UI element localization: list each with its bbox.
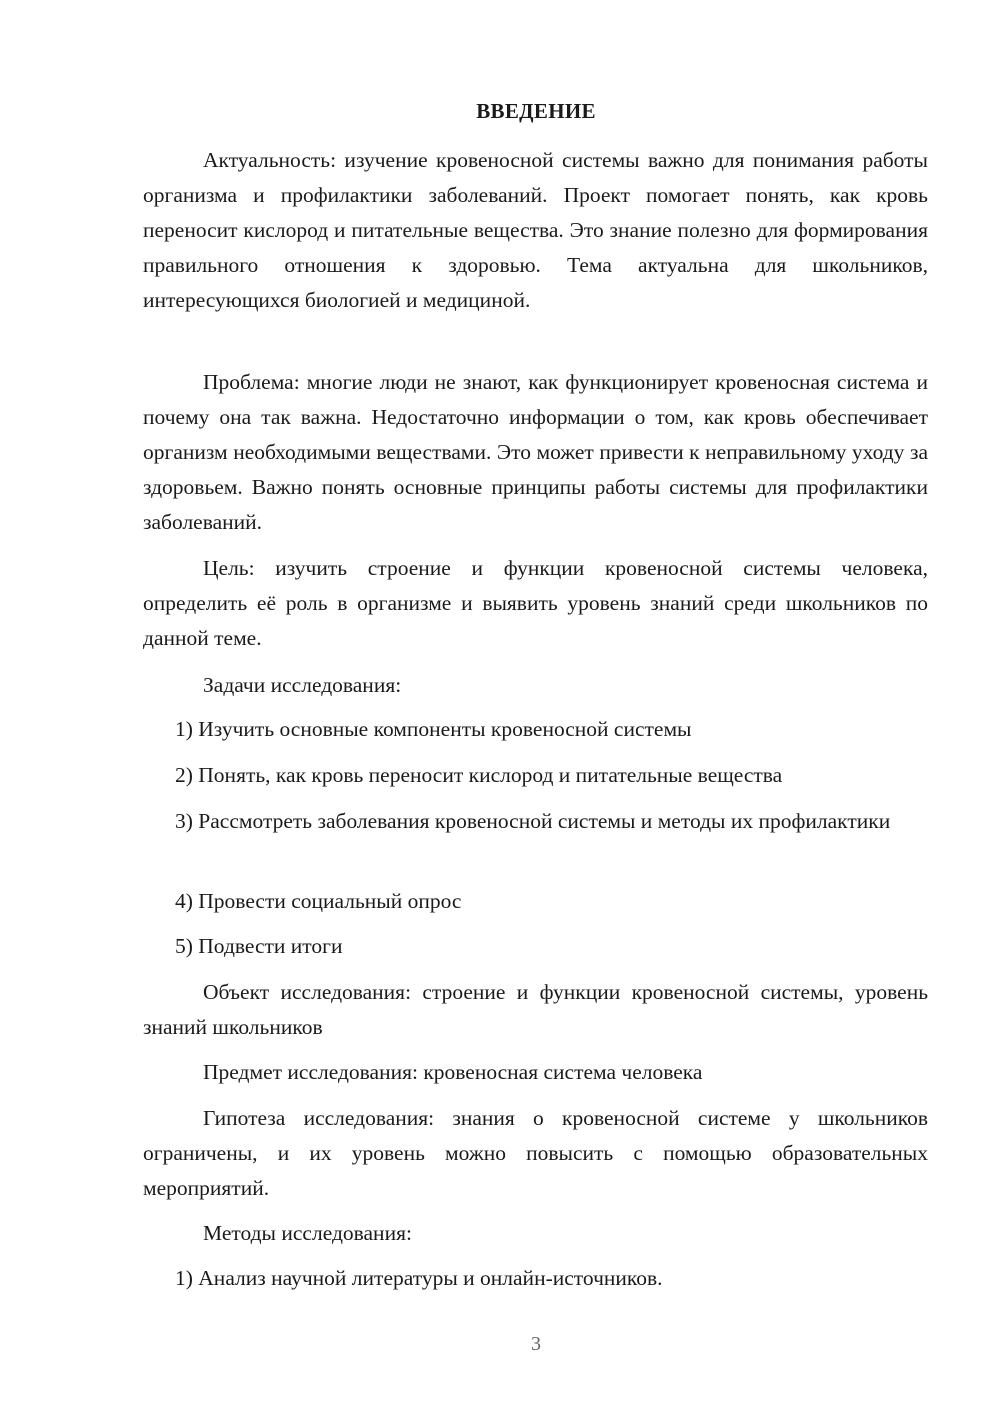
tasks-heading: Задачи исследования:: [203, 673, 402, 697]
methods-heading: Методы исследования:: [203, 1221, 412, 1245]
paragraph-hypothesis: Гипотеза исследования: знания о кровеносной системе у школьников ограничены, и их уровень можно повысить с помощью образовательных мероприятий.: [143, 1106, 928, 1200]
task-item-4: 4) Провести социальный опрос: [175, 889, 462, 913]
paragraph-object: Объект исследования: строение и функции кровеносной системы, уровень знаний школьников: [143, 980, 928, 1039]
page-number: 3: [531, 1333, 541, 1355]
task-item-3: 3) Рассмотреть заболевания кровеносной системы и методы их профилактики: [175, 809, 891, 833]
page-title: ВВЕДЕНИЕ: [476, 99, 596, 123]
paragraph-goal: Цель: изучить строение и функции кровеносной системы человека, определить её роль в организме и выявить уровень знаний среди школьников по данной теме.: [143, 556, 928, 650]
paragraph-relevance: Актуальность: изучение кровеносной системы важно для понимания работы организма и профилактики заболеваний. Проект помогает понять, как кровь переносит кислород и питательные вещества. Это знание полезно для формирования правильного отношения к здоровью. Тема актуальна для школьников, интересующихся биологией и медициной.: [143, 148, 928, 312]
method-item-1: 1) Анализ научной литературы и онлайн-источников.: [175, 1266, 663, 1290]
task-item-1: 1) Изучить основные компоненты кровеносной системы: [175, 717, 692, 741]
task-item-2: 2) Понять, как кровь переносит кислород и питательные вещества: [175, 763, 783, 787]
paragraph-subject: Предмет исследования: кровеносная система человека: [203, 1060, 703, 1084]
paragraph-problem: Проблема: многие люди не знают, как функционирует кровеносная система и почему она так важна. Недостаточно информации о том, как кровь обеспечивает организм необходимыми веществами. Это может привести к неправильному уходу за здоровьем. Важно понять основные принципы работы системы для профилактики заболеваний.: [143, 370, 928, 534]
task-item-5: 5) Подвести итоги: [175, 934, 343, 958]
